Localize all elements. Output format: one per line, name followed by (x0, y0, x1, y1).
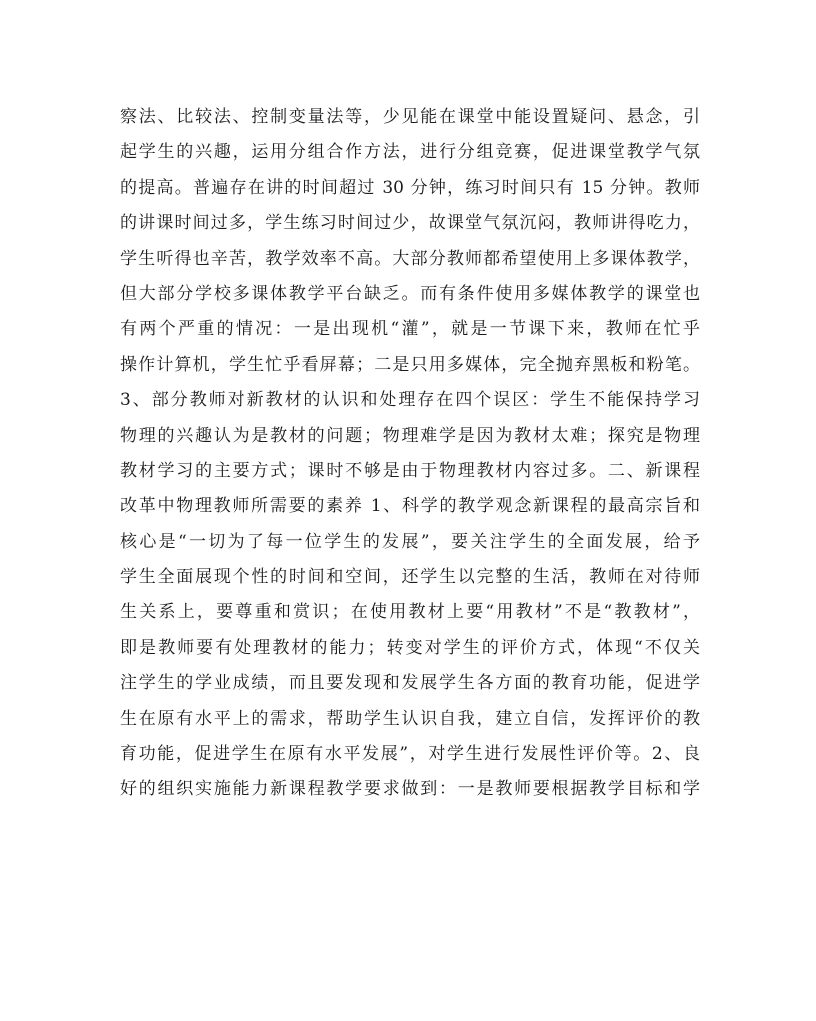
text-line: 注学生的学业成绩，而且要发现和发展学生各方面的教育功能，促进学 (120, 673, 700, 694)
text-line: 3、部分教师对新教材的认识和处理存在四个误区：学生不能保持学习 (120, 390, 700, 411)
text-line: 操作计算机，学生忙乎看屏幕；二是只用多媒体，完全抛弃黑板和粉笔。 (120, 354, 700, 375)
text-line: 改革中物理教师所需要的素养 1、科学的教学观念新课程的最高宗旨和 (120, 496, 700, 517)
text-line: 的提高。普遍存在讲的时间超过 30 分钟，练习时间只有 15 分钟。教师 (120, 177, 700, 198)
text-line: 即是教师要有处理教材的能力；转变对学生的评价方式，体现“不仅关 (120, 637, 700, 658)
text-line: 生关系上，要尊重和赏识；在使用教材上要“用教材”不是“教教材”， (120, 602, 700, 623)
text-line: 教材学习的主要方式；课时不够是由于物理教材内容过多。二、新课程 (120, 460, 700, 481)
text-line: 物理的兴趣认为是教材的问题；物理难学是因为教材太难；探究是物理 (120, 425, 700, 446)
text-line: 但大部分学校多课体教学平台缺乏。而有条件使用多媒体教学的课堂也 (120, 283, 700, 304)
text-line: 核心是“一切为了每一位学生的发展”，要关注学生的全面发展，给予 (120, 531, 700, 552)
text-line: 学生全面展现个性的时间和空间，还学生以完整的生活，教师在对待师 (120, 567, 700, 588)
text-line: 察法、比较法、控制变量法等，少见能在课堂中能设置疑问、悬念，引 (120, 107, 700, 127)
text-line: 学生听得也辛苦，教学效率不高。大部分教师都希望使用上多课体教学， (120, 248, 700, 269)
text-line: 好的组织实施能力新课程教学要求做到：一是教师要根据教学目标和学 (120, 779, 700, 800)
text-line: 起学生的兴趣，运用分组合作方法，进行分组竞赛，促进课堂教学气氛 (120, 142, 700, 163)
text-line: 育功能，促进学生在原有水平发展”，对学生进行发展性评价等。2、良 (120, 744, 700, 765)
text-line: 有两个严重的情况：一是出现机“灌”，就是一节课下来，教师在忙乎 (120, 319, 700, 340)
text-line: 的讲课时间过多，学生练习时间过少，故课堂气氛沉闷，教师讲得吃力， (120, 213, 700, 234)
body-text (120, 100, 700, 808)
text-line: 生在原有水平上的需求，帮助学生认识自我，建立自信，发挥评价的教 (120, 708, 700, 729)
